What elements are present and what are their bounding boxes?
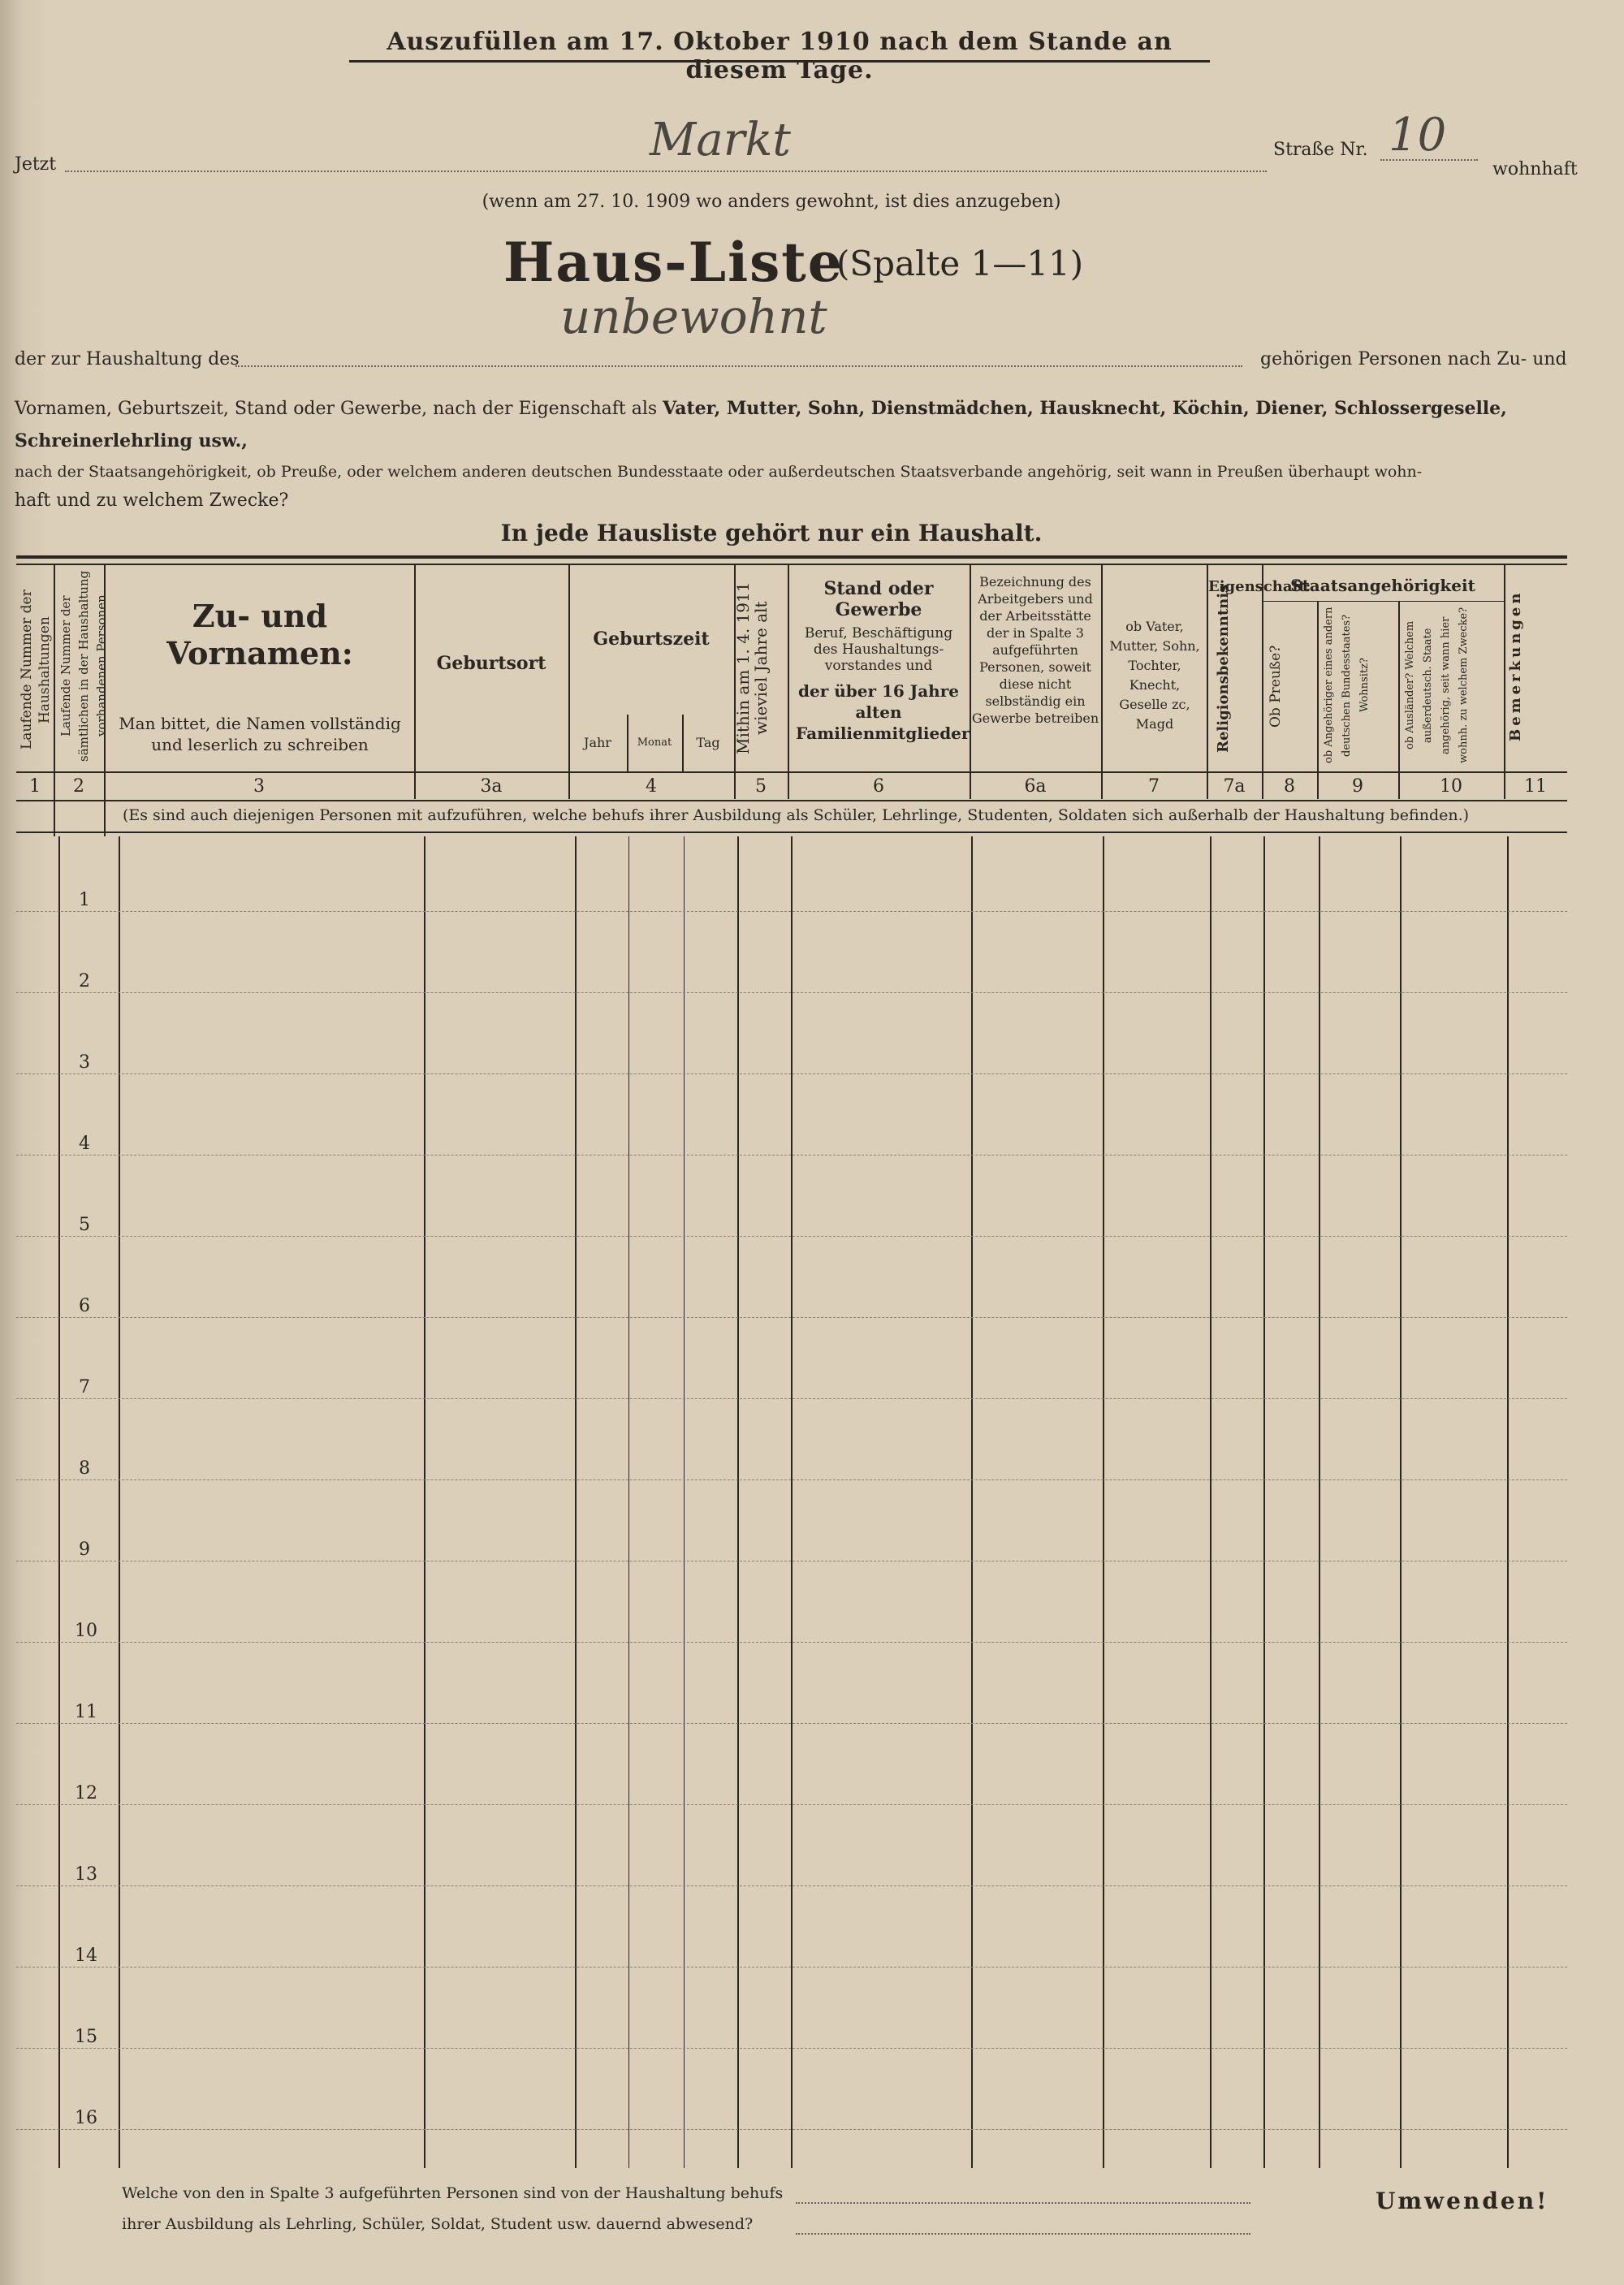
colnum-6a: 6a — [1024, 776, 1047, 797]
colnum-2: 2 — [73, 776, 84, 797]
row-rule — [16, 1967, 1567, 1968]
colnum-10: 10 — [1440, 776, 1462, 797]
address-label-left: Jetzt — [15, 154, 57, 175]
row-rule — [16, 1317, 1567, 1318]
colnum-8: 8 — [1284, 776, 1295, 797]
intro-line4: nach der Staatsangehörigkeit, ob Preuße, oder welchem anderen deutschen Bundesstaate oder außerdeutschen Staatsverbande angehörig, seit wann in Preußen überhaupt wohn- — [15, 463, 1423, 481]
col4-jahr: Jahr — [584, 735, 611, 750]
colnum-1: 1 — [29, 776, 41, 797]
col3a-header: Geburtsort — [436, 653, 546, 674]
form-title: Haus-Liste — [503, 231, 844, 294]
body-line-5 — [791, 836, 793, 2168]
body-line-8 — [1319, 836, 1320, 2168]
col-line-9 — [1398, 601, 1400, 799]
row-rule — [16, 1723, 1567, 1724]
row-number: 10 — [75, 1621, 97, 1641]
col7-header-title: Eigenschaft: — [1208, 578, 1311, 595]
col4-monat: Monat — [637, 736, 672, 749]
row-number: 9 — [79, 1540, 90, 1560]
row-number: 7 — [79, 1377, 90, 1397]
body-line-7 — [1210, 836, 1212, 2168]
row-rule — [16, 1885, 1567, 1886]
body-line-6a — [1103, 836, 1104, 2168]
row-rule — [16, 1073, 1567, 1074]
row-number: 1 — [79, 890, 90, 910]
row-number: 11 — [75, 1702, 97, 1722]
col-line-8 — [1317, 601, 1319, 799]
intro-line3-bold: Schreinerlehrling usw., — [15, 430, 248, 451]
col-line-7a — [1262, 564, 1263, 799]
table-top-rule-2 — [16, 564, 1567, 565]
turn-over-note: Umwenden! — [1376, 2188, 1549, 2214]
intro-line1-left: der zur Haushaltung des — [15, 349, 240, 369]
row-number: 2 — [79, 971, 90, 991]
col-line-6a — [1101, 564, 1103, 799]
row-rule — [16, 992, 1567, 993]
top-notice: Auszufüllen am 17. Oktober 1910 nach dem Stande an diesem Tage. — [387, 28, 1173, 84]
col6-header-note: Beruf, Beschäftigung des Haushaltungs-vorstandes und — [804, 625, 953, 674]
body-line-4 — [737, 836, 739, 2168]
row-number: 5 — [79, 1215, 90, 1235]
note-row-bottom-rule — [16, 831, 1567, 833]
row-rule — [16, 911, 1567, 912]
colnum-4: 4 — [646, 776, 657, 797]
colnum-6: 6 — [873, 776, 884, 797]
col6-header-bold: der über 16 Jahre alten Familienmitglieder — [796, 681, 970, 743]
footer-question-line1: Welche von den in Spalte 3 aufgeführten Personen sind von der Haushaltung behufs — [122, 2184, 784, 2202]
handwritten-status: unbewohnt — [560, 289, 827, 344]
row-number: 14 — [75, 1946, 97, 1966]
footer-question-line2: ihrer Ausbildung als Lehrling, Schüler, Soldat, Student usw. dauernd abwesend? — [122, 2215, 754, 2233]
body-line-9 — [1400, 836, 1402, 2168]
col4-header: Geburtszeit — [593, 628, 710, 650]
previous-residence-note: (wenn am 27. 10. 1909 wo anders gewohnt, ist dies anzugeben) — [482, 192, 1061, 212]
col3-header-title: Zu- und Vornamen: — [166, 598, 353, 672]
col2-header: Laufende Nummer der sämtlichen in der Haushaltung vorhandenen Personen — [58, 570, 109, 762]
col8-header: Ob Preuße? — [1268, 645, 1284, 728]
body-line-7a — [1263, 836, 1265, 2168]
row-number: 15 — [75, 2027, 97, 2047]
top-notice-underline — [349, 60, 1210, 63]
footer-dotted-line-1 — [796, 2202, 1250, 2204]
address-dotted-line — [65, 171, 1267, 172]
intro-line2 — [15, 398, 1606, 419]
one-household-notice: In jede Hausliste gehört nur ein Haushalt. — [500, 520, 1043, 546]
row-rule — [16, 1398, 1567, 1399]
colnum-7: 7 — [1148, 776, 1160, 797]
staats-subrule — [1262, 601, 1504, 602]
col-line-7 — [1207, 564, 1208, 799]
row-rule — [16, 1479, 1567, 1480]
row-number: 8 — [79, 1458, 90, 1479]
body-line-3a — [575, 836, 577, 2168]
body-line-1 — [58, 836, 60, 2168]
colnum-bottom-rule — [16, 800, 1567, 801]
col1-header: Laufende Nummer der Haushaltungen — [19, 590, 53, 750]
row-rule — [16, 1642, 1567, 1643]
intro-line5: haft und zu welchem Zwecke? — [15, 490, 289, 511]
colnum-7a: 7a — [1223, 776, 1246, 797]
col9-header: ob Angehöriger eines andern deutschen Bundesstaates? Wohnsitz? — [1323, 607, 1371, 764]
row-rule — [16, 2048, 1567, 2049]
col3-header-note: Man bittet, die Namen vollständig und leserlich zu schreiben — [119, 714, 401, 754]
body-line-3 — [424, 836, 425, 2168]
row-rule — [16, 1236, 1567, 1237]
row-number: 16 — [75, 2108, 97, 2128]
colnum-3a: 3a — [480, 776, 503, 797]
number-dotted-line — [1380, 159, 1478, 161]
note-row: (Es sind auch diejenigen Personen mit aufzuführen, welche behufs ihrer Ausbildung als Schüler, Lehrlinge, Studenten, Soldaten sich außerhalb der Haushaltung befinden.) — [122, 806, 1470, 824]
col-line-3 — [414, 564, 416, 799]
address-street-handwritten: Markt — [650, 114, 791, 166]
col7a-header: Religionsbekenntnis — [1215, 584, 1232, 753]
col11-header: Bemerkungen — [1507, 590, 1524, 742]
col5-header: Mithin am 1. 4. 1911 wieviel Jahre alt — [733, 581, 771, 755]
header-bottom-rule — [16, 771, 1567, 773]
col-line-10 — [1504, 564, 1505, 799]
footer-dotted-line-2 — [796, 2233, 1250, 2235]
body-line-4b — [684, 836, 685, 2168]
col4-tag: Tag — [696, 735, 720, 750]
intro-dotted-line — [235, 365, 1242, 367]
intro-line1-right: gehörigen Personen nach Zu- und — [1260, 349, 1567, 369]
col7-header-note: ob Vater, Mutter, Sohn, Tochter, Knecht, Geselle zc, Magd — [1109, 619, 1200, 732]
col6-header-title: Stand oder Gewerbe — [823, 578, 934, 620]
body-line-6 — [971, 836, 973, 2168]
intro-line2-bold: Vater, Mutter, Sohn, Dienstmädchen, Hausknecht, Köchin, Diener, Schlossergeselle, — [663, 398, 1507, 419]
colnum-3: 3 — [253, 776, 265, 797]
colnum-9: 9 — [1352, 776, 1363, 797]
body-line-10 — [1507, 836, 1509, 2168]
row-number: 3 — [79, 1052, 90, 1073]
col6a-header: Bezeichnung des Arbeitgebers und der Arbeitsstätte der in Spalte 3 aufgeführten Personen, soweit diese nicht selbständig ein Gewerbe betreiben — [971, 574, 1099, 726]
table-top-rule — [16, 555, 1567, 559]
row-number: 6 — [79, 1296, 90, 1316]
address-number-handwritten: 10 — [1389, 109, 1447, 162]
row-rule — [16, 2129, 1567, 2130]
address-label-right: wohnhaft — [1492, 159, 1578, 179]
col-line-3a — [568, 564, 570, 799]
form-subtitle: (Spalte 1—11) — [836, 244, 1084, 283]
staats-header: Staatsangehörigkeit — [1290, 576, 1475, 595]
body-line-2 — [119, 836, 120, 2168]
row-number: 13 — [75, 1864, 97, 1885]
colnum-5: 5 — [755, 776, 767, 797]
address-label-street: Straße Nr. — [1273, 140, 1368, 160]
body-line-4a — [628, 836, 629, 2168]
col10-header: ob Ausländer? Welchem außerdeutsch. Staate angehörig, seit wann hier wohnh. zu welchem Zwecke? — [1404, 607, 1470, 764]
colnum-11: 11 — [1524, 776, 1547, 797]
intro-line2-text: Vornamen, Geburtszeit, Stand oder Gewerbe, nach der Eigenschaft als — [15, 399, 658, 419]
row-number: 12 — [75, 1783, 97, 1803]
row-number: 4 — [79, 1134, 90, 1154]
row-rule — [16, 1804, 1567, 1805]
